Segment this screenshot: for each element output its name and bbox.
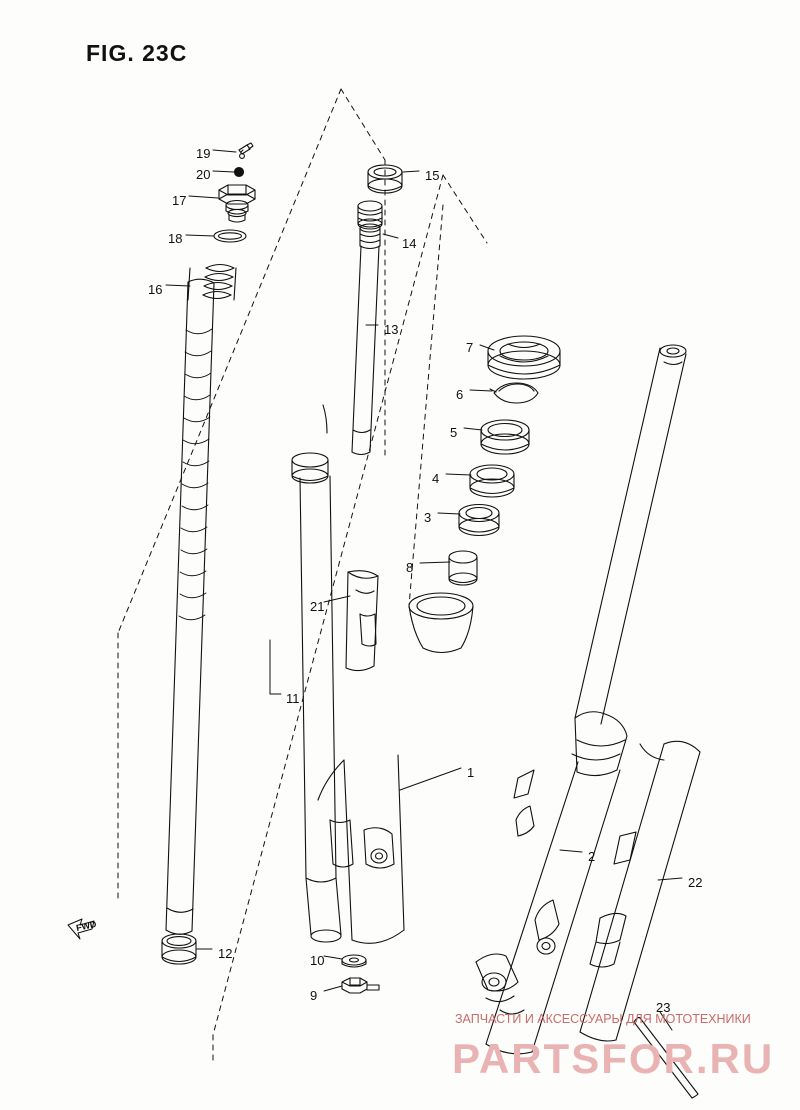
- part-13-damper-rod: [292, 246, 379, 878]
- callout-6: 6: [456, 387, 464, 402]
- part-10-washer: [342, 955, 366, 967]
- callout-15: 15: [425, 168, 440, 183]
- part-22-fork-cover: [580, 741, 703, 1041]
- callout-11: 11: [286, 691, 300, 706]
- callout-5: 5: [450, 425, 458, 440]
- part-12-dust-seal: [162, 934, 196, 964]
- callout-7: 7: [466, 340, 474, 355]
- part-1-outer-tube: [306, 755, 404, 943]
- callout-14: 14: [402, 236, 417, 251]
- callout-2: 2: [588, 849, 596, 864]
- part-11-inner-tube: [166, 279, 214, 934]
- page-title: FIG. 23C: [86, 40, 188, 66]
- callout-19: 19: [196, 146, 211, 161]
- part-6-snap-ring: [490, 383, 538, 403]
- fwd-label: FWD: [75, 918, 98, 934]
- callout-17: 17: [172, 193, 187, 208]
- part-19-air-valve: [239, 143, 253, 158]
- part-3-bush: [459, 505, 499, 536]
- part-18-o-ring: [214, 230, 246, 242]
- part-15-oil-seal: [368, 165, 402, 193]
- part-14-damper-rod-top: [358, 201, 382, 249]
- part-5-guide-bush: [481, 420, 529, 454]
- watermark-logo: PARTSFOR.RU: [452, 1035, 775, 1082]
- right-fork-group: [409, 205, 703, 1098]
- center-fork-group: [213, 165, 487, 1060]
- callout-23: 23: [656, 1000, 671, 1015]
- part-4-slide-bush: [470, 465, 514, 497]
- part-8-stopper-ring: [449, 551, 477, 585]
- left-fork-group: [118, 89, 385, 964]
- callout-1: 1: [467, 765, 475, 780]
- callout-21: 21: [310, 599, 325, 614]
- part-21-guide: [346, 571, 378, 671]
- callout-4: 4: [432, 471, 440, 486]
- callout-20: 20: [196, 167, 211, 182]
- callout-10: 10: [310, 953, 325, 968]
- callout-13: 13: [384, 322, 399, 337]
- callout-3: 3: [424, 510, 432, 525]
- part-1-right-outer-tube-top: [409, 593, 473, 653]
- callout-18: 18: [168, 231, 183, 246]
- callout-16: 16: [148, 282, 163, 297]
- watermark-tagline: ЗАПЧАСТИ И АКСЕССУАРЫ ДЛЯ МОТОТЕХНИКИ: [455, 1012, 751, 1026]
- part-7-oil-seal: [488, 336, 560, 379]
- part-2-fork-leg: [476, 345, 686, 1054]
- part-20-steel-ball: [235, 168, 244, 177]
- callout-12: 12: [218, 946, 233, 961]
- part-17-fork-cap-bolt: [219, 185, 255, 222]
- part-9-bolt: [342, 978, 379, 993]
- callout-22: 22: [688, 875, 703, 890]
- callout-8: 8: [406, 560, 414, 575]
- callout-9: 9: [310, 988, 318, 1003]
